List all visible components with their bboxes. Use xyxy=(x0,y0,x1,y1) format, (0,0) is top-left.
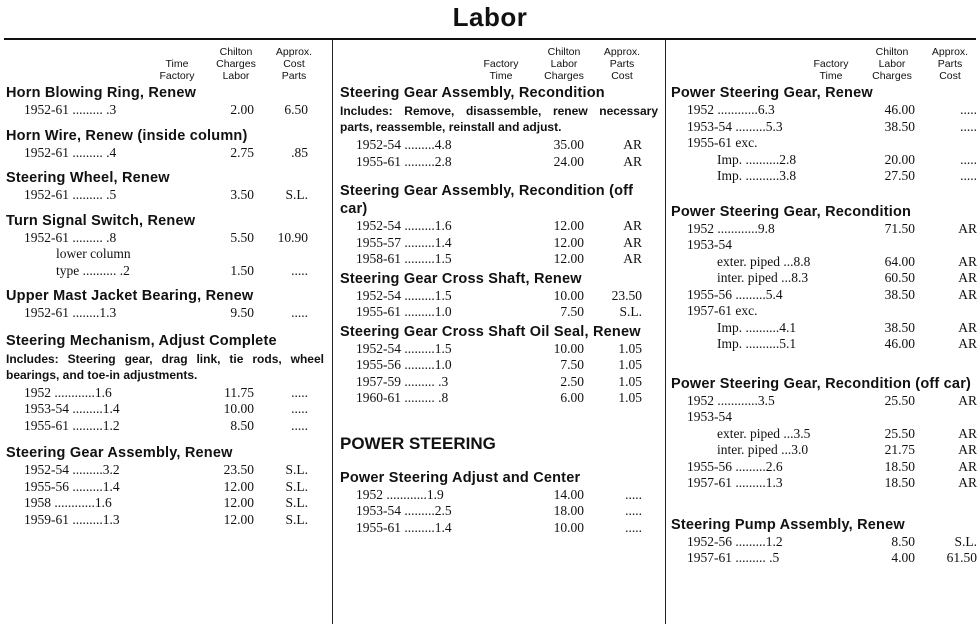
section-title: Steering Gear Assembly, Recondition (off car) xyxy=(340,183,634,217)
row-label: 1960-61 ......... .8 xyxy=(356,390,449,405)
column-divider xyxy=(332,40,333,624)
table-row xyxy=(340,235,658,252)
labor-charge: 3.50 xyxy=(230,187,254,202)
parts-cost: ..... xyxy=(291,384,308,400)
row-label: 1952-54 .........3.2 xyxy=(24,462,120,477)
section-gap xyxy=(6,434,324,444)
row-label: 1953-54 xyxy=(687,237,732,252)
labor-charge: 10.00 xyxy=(553,340,584,356)
labor-charge: 10.00 xyxy=(553,287,584,303)
row-label: 1952-61 ........1.3 xyxy=(24,305,117,320)
row-label: 1955-56 .........1.4 xyxy=(24,478,120,494)
labor-charge: 46.00 xyxy=(884,336,915,351)
labor-charge: 2.75 xyxy=(230,144,254,160)
section-gap xyxy=(340,170,658,182)
labor-charge: 27.50 xyxy=(884,168,915,183)
row-label: 1953-54 .........5.3 xyxy=(687,118,783,134)
labor-charge: 24.00 xyxy=(553,153,584,169)
row-label: Imp. ..........2.8 xyxy=(717,151,797,167)
parts-cost: ..... xyxy=(625,486,642,502)
labor-charge: 60.50 xyxy=(884,270,915,285)
section-title: Steering Gear Cross Shaft, Renew xyxy=(340,270,582,287)
section-title: Horn Wire, Renew (inside column) xyxy=(6,127,248,144)
labor-charge: 25.50 xyxy=(884,425,915,441)
labor-charge: 25.50 xyxy=(884,392,915,408)
table-row xyxy=(6,230,324,247)
labor-charge: 23.50 xyxy=(223,462,254,477)
row-label: 1955-61 .........1.0 xyxy=(356,304,452,319)
parts-cost: AR xyxy=(958,319,977,335)
parts-cost: AR xyxy=(623,234,642,250)
parts-cost: ..... xyxy=(625,503,642,518)
parts-cost: ..... xyxy=(960,118,977,134)
table-row xyxy=(6,187,324,204)
row-label: 1959-61 .........1.3 xyxy=(24,511,120,527)
page-title: Labor xyxy=(452,2,528,32)
header-label: Factory Time xyxy=(483,58,519,82)
labor-charge: 1.50 xyxy=(230,262,254,278)
header-label: Chilton Labor Charges xyxy=(872,46,912,82)
table-row xyxy=(671,152,977,169)
parts-cost: AR xyxy=(623,153,642,169)
row-label: 1953-54 xyxy=(687,409,732,424)
row-label: 1952-54 .........1.5 xyxy=(356,287,452,303)
table-row xyxy=(671,135,977,152)
parts-cost: AR xyxy=(958,458,977,474)
header-label: Factory Time xyxy=(813,58,849,82)
parts-cost: AR xyxy=(958,392,977,408)
table-row xyxy=(6,246,324,263)
table-row xyxy=(671,237,977,254)
row-label: 1955-61 .........1.4 xyxy=(356,519,452,535)
labor-charge: 12.00 xyxy=(553,234,584,250)
header-label: Time Factory xyxy=(159,58,195,82)
labor-charge: 20.00 xyxy=(884,151,915,167)
row-label: 1955-56 .........1.0 xyxy=(356,357,452,372)
row-label: 1953-54 .........2.5 xyxy=(356,503,452,518)
section-gap xyxy=(340,536,658,544)
column-divider xyxy=(665,40,666,624)
labor-charge: 7.50 xyxy=(560,357,584,372)
labor-charge: 18.50 xyxy=(884,475,915,490)
labor-charge: 11.75 xyxy=(224,384,254,400)
table-row xyxy=(671,426,977,443)
row-label: 1952-61 ......... .8 xyxy=(24,229,117,245)
labor-charge: 38.50 xyxy=(884,286,915,302)
row-label: Imp. ..........5.1 xyxy=(717,336,797,351)
parts-cost: 1.05 xyxy=(618,340,642,356)
table-row xyxy=(6,418,324,435)
header-label: Chilton Charges Labor xyxy=(216,46,256,82)
row-label: 1952-54 .........1.6 xyxy=(356,218,452,233)
table-row xyxy=(6,305,324,322)
labor-charge: 64.00 xyxy=(884,253,915,269)
row-label: type .......... .2 xyxy=(56,262,130,278)
table-row xyxy=(6,462,324,479)
column-header xyxy=(340,40,658,84)
row-label: 1955-61 exc. xyxy=(687,135,758,150)
table-row xyxy=(6,263,324,280)
table-row xyxy=(671,320,977,337)
section-title: Steering Gear Assembly, Renew xyxy=(6,445,233,461)
parts-cost: ..... xyxy=(291,305,308,320)
labor-charge: 8.50 xyxy=(230,417,254,433)
table-row xyxy=(671,442,977,459)
parts-cost: ..... xyxy=(625,519,642,535)
row-label: lower column xyxy=(56,246,131,261)
labor-charge: 12.00 xyxy=(223,511,254,527)
section-title: Steering Gear Assembly, Recondition xyxy=(340,85,605,101)
row-label: 1953-54 .........1.4 xyxy=(24,401,120,416)
parts-cost: 23.50 xyxy=(611,287,642,303)
section-title: Steering Wheel, Renew xyxy=(6,170,170,186)
table-row xyxy=(671,393,977,410)
row-label: Imp. ..........4.1 xyxy=(717,319,797,335)
section-gap xyxy=(6,279,324,287)
parts-cost: AR xyxy=(958,270,977,285)
table-row xyxy=(671,534,977,551)
row-label: 1952 ............1.6 xyxy=(24,384,112,400)
labor-charge: 18.50 xyxy=(884,458,915,474)
labor-charge: 46.00 xyxy=(884,102,915,117)
row-label: inter. piped ...8.3 xyxy=(717,270,809,285)
header-label: Approx. Cost Parts xyxy=(275,46,313,82)
section-title: Upper Mast Jacket Bearing, Renew xyxy=(6,288,254,304)
table-row xyxy=(671,102,977,119)
section-gap xyxy=(6,322,324,332)
labor-charge: 10.00 xyxy=(553,519,584,535)
parts-cost: AR xyxy=(623,137,642,152)
row-label: inter. piped ...3.0 xyxy=(717,442,809,457)
labor-charge: 12.00 xyxy=(553,218,584,233)
table-row xyxy=(340,503,658,520)
table-row xyxy=(671,475,977,492)
labor-charge: 9.50 xyxy=(230,305,254,320)
row-label: 1955-61 .........1.2 xyxy=(24,417,120,433)
table-row xyxy=(6,385,324,402)
table-row xyxy=(340,251,658,268)
table-row xyxy=(6,495,324,512)
parts-cost: 10.90 xyxy=(277,229,308,245)
parts-cost: .85 xyxy=(291,144,308,160)
labor-charge: 35.00 xyxy=(553,137,584,152)
labor-charge: 5.50 xyxy=(230,229,254,245)
section-title: Power Steering Gear, Renew xyxy=(671,85,873,101)
section-title: Power Steering Gear, Recondition xyxy=(671,203,912,220)
table-row xyxy=(671,409,977,426)
labor-charge: 2.00 xyxy=(230,102,254,117)
row-label: 1952 ............3.5 xyxy=(687,392,775,408)
row-label: exter. piped ...8.8 xyxy=(717,253,811,269)
table-row xyxy=(671,270,977,287)
section-gap xyxy=(340,415,658,433)
section-title: Steering Pump Assembly, Renew xyxy=(671,516,905,533)
column-header xyxy=(671,40,977,84)
table-row xyxy=(671,221,977,238)
table-row xyxy=(671,303,977,320)
table-row xyxy=(340,357,658,374)
table-row xyxy=(6,102,324,119)
row-label: 1952-54 .........4.8 xyxy=(356,137,452,152)
labor-charge: 2.50 xyxy=(560,373,584,389)
labor-charge: 12.00 xyxy=(223,478,254,494)
parts-cost: 1.05 xyxy=(618,390,642,405)
table-row xyxy=(340,390,658,407)
labor-charge: 4.00 xyxy=(891,550,915,565)
section-title: Steering Gear Cross Shaft Oil Seal, Renew xyxy=(340,323,641,340)
row-label: Imp. ..........3.8 xyxy=(717,168,797,183)
table-row xyxy=(340,520,658,537)
labor-charge: 38.50 xyxy=(884,118,915,134)
table-row xyxy=(671,459,977,476)
row-label: 1955-57 .........1.4 xyxy=(356,234,452,250)
parts-cost: S.L. xyxy=(619,304,642,319)
section-gap xyxy=(6,161,324,169)
section-gap xyxy=(671,185,977,203)
row-label: 1952 ............6.3 xyxy=(687,102,775,117)
section-title: Turn Signal Switch, Renew xyxy=(6,212,196,229)
parts-cost: AR xyxy=(958,220,977,236)
table-row xyxy=(340,154,658,171)
table-row xyxy=(671,254,977,271)
parts-cost: 1.05 xyxy=(618,357,642,372)
parts-cost: S.L. xyxy=(285,478,308,494)
row-label: 1958 ............1.6 xyxy=(24,495,112,510)
parts-cost: ..... xyxy=(960,168,977,183)
column-1 xyxy=(6,40,324,624)
section-gap xyxy=(6,119,324,127)
labor-charge: 12.00 xyxy=(223,495,254,510)
parts-cost: S.L. xyxy=(285,495,308,510)
parts-cost: 61.50 xyxy=(946,550,977,565)
column-header xyxy=(6,40,324,84)
row-label: 1952-61 ......... .5 xyxy=(24,187,117,202)
row-label: 1957-61 exc. xyxy=(687,303,758,318)
section-note: Includes: Steering gear, drag link, tie rods, wheel bearings, and toe-in adjustments. xyxy=(6,351,324,382)
parts-cost: S.L. xyxy=(954,533,977,549)
table-row xyxy=(6,479,324,496)
table-row xyxy=(340,487,658,504)
parts-cost: ..... xyxy=(291,262,308,278)
row-label: 1952-54 .........1.5 xyxy=(356,340,452,356)
section-title: Steering Mechanism, Adjust Complete xyxy=(6,332,277,349)
row-label: 1955-56 .........2.6 xyxy=(687,458,783,474)
table-row xyxy=(340,341,658,358)
labor-charge: 18.00 xyxy=(553,503,584,518)
row-label: 1957-61 .........1.3 xyxy=(687,475,783,490)
section-gap xyxy=(6,528,324,536)
row-label: 1955-61 .........2.8 xyxy=(356,153,452,169)
row-label: 1952 ............1.9 xyxy=(356,486,444,502)
parts-cost: AR xyxy=(958,253,977,269)
parts-cost: 1.05 xyxy=(618,373,642,389)
parts-cost: AR xyxy=(958,286,977,302)
section-title: Power Steering Adjust and Center xyxy=(340,469,581,486)
section-note: Includes: Remove, disassemble, renew necessary parts, reassemble, reinstall and adjust. xyxy=(340,104,658,134)
parts-cost: S.L. xyxy=(285,187,308,202)
section-gap xyxy=(671,353,977,375)
row-label: 1952-61 ......... .4 xyxy=(24,144,117,160)
table-row xyxy=(340,137,658,154)
parts-cost: AR xyxy=(958,425,977,441)
header-label: Approx. Parts Cost xyxy=(931,46,969,82)
row-label: 1958-61 .........1.5 xyxy=(356,251,452,266)
section-title: Horn Blowing Ring, Renew xyxy=(6,85,197,101)
labor-charge: 10.00 xyxy=(223,401,254,416)
labor-charge: 71.50 xyxy=(884,220,915,236)
parts-cost: ..... xyxy=(960,102,977,117)
table-row xyxy=(340,288,658,305)
section-gap xyxy=(6,204,324,212)
row-label: 1952 ............9.8 xyxy=(687,220,775,236)
labor-charge: 8.50 xyxy=(891,533,915,549)
parts-cost: AR xyxy=(958,475,977,490)
labor-charge: 14.00 xyxy=(553,486,584,502)
parts-cost: AR xyxy=(958,442,977,457)
column-2 xyxy=(340,40,658,624)
table-row xyxy=(340,374,658,391)
section-gap xyxy=(340,455,658,469)
table-row xyxy=(671,287,977,304)
table-row xyxy=(6,145,324,162)
parts-cost: ..... xyxy=(291,417,308,433)
labor-charge: 7.50 xyxy=(560,304,584,319)
table-row xyxy=(340,218,658,235)
section-gap xyxy=(340,407,658,415)
parts-cost: S.L. xyxy=(285,462,308,477)
labor-charge: 12.00 xyxy=(553,251,584,266)
parts-cost: ..... xyxy=(960,151,977,167)
parts-cost: AR xyxy=(623,251,642,266)
table-row xyxy=(6,512,324,529)
labor-charge: 38.50 xyxy=(884,319,915,335)
parts-cost: AR xyxy=(623,218,642,233)
table-row xyxy=(671,168,977,185)
labor-charge: 6.00 xyxy=(560,390,584,405)
table-row xyxy=(6,401,324,418)
section-gap xyxy=(671,567,977,575)
table-row xyxy=(671,119,977,136)
table-row xyxy=(340,304,658,321)
header-label: Approx. Parts Cost xyxy=(603,46,641,82)
row-label: 1957-61 ......... .5 xyxy=(687,550,780,565)
parts-cost: 6.50 xyxy=(284,102,308,117)
table-row xyxy=(671,550,977,567)
row-label: 1957-59 ......... .3 xyxy=(356,373,449,389)
parts-cost: AR xyxy=(958,336,977,351)
row-label: 1952-56 .........1.2 xyxy=(687,533,783,549)
section-gap xyxy=(671,492,977,516)
row-label: 1952-61 ......... .3 xyxy=(24,102,117,117)
table-row xyxy=(671,336,977,353)
parts-cost: ..... xyxy=(291,401,308,416)
column-3 xyxy=(671,40,977,624)
labor-charge: 21.75 xyxy=(884,442,915,457)
row-label: 1955-56 .........5.4 xyxy=(687,286,783,302)
row-label: exter. piped ...3.5 xyxy=(717,425,811,441)
header-label: Chilton Labor Charges xyxy=(544,46,584,82)
parts-cost: S.L. xyxy=(285,511,308,527)
section-subheading: POWER STEERING xyxy=(340,433,496,453)
section-title: Power Steering Gear, Recondition (off car) xyxy=(671,375,972,392)
